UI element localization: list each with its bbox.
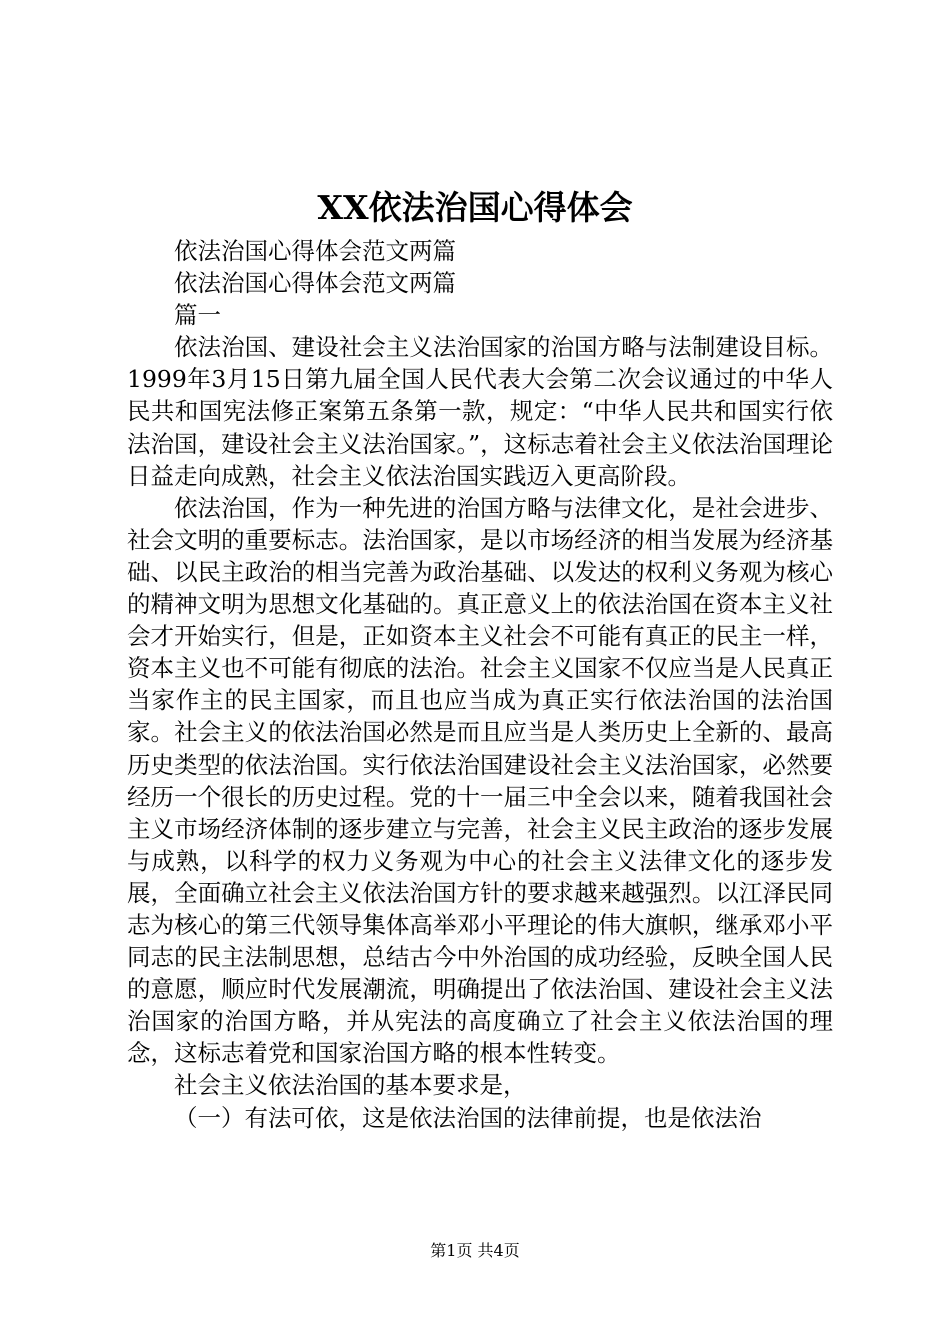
document-body [127,235,833,1134]
subtitle-line: 依法治国心得体会范文两篇 [174,237,456,265]
section-label: 篇一 [174,301,221,330]
paragraph: 社会主义依法治国的基本要求是， [174,1071,527,1100]
paragraph: 依法治国、建设社会主义法治国家的治国方略与法制建设目标。1999年3月15日第九届全国人民代表大会第二次会议通过的中华人民共和国宪法修正案第五条第一款，规定：“中华人民共和国实行依法治国，建设社会主义法治国家。”，这标志着社会主义依法治国理论日益走向成熟，社会主义依法治国实践迈入更高阶段。 [127,333,833,490]
subtitle-line: 依法治国心得体会范文两篇 [174,269,456,298]
paragraph: （一）有法可依，这是依法治国的法律前提，也是依法治 [174,1103,762,1132]
paragraph: 依法治国，作为一种先进的治国方略与法律文化，是社会进步、社会文明的重要标志。法治国家，是以市场经济的相当发展为经济基础、以民主政治的相当完善为政治基础、以发达的权利义务观为核心的精神文明为思想文化基础的。真正意义上的依法治国在资本主义社会才开始实行，但是，正如资本主义社会不可能有真正的民主一样，资本主义也不可能有彻底的法治。社会主义国家不仅应当是人民真正当家作主的民主国家，而且也应当成为真正实行依法治国的法治国家。社会主义的依法治国必然是而且应当是人类历史上全新的、最高历史类型的依法治国。实行依法治国建设社会主义法治国家，必然要经历一个很长的历史过程。党的十一届三中全会以来，随着我国社会主义市场经济体制的逐步建立与完善，社会主义民主政治的逐步发展与成熟，以科学的权力义务观为中心的社会主义法律文化的逐步发展，全面确立社会主义依法治国方针的要求越来越强烈。以江泽民同志为核心的第三代领导集体高举邓小平理论的伟大旗帜，继承邓小平同志的民主法制思想，总结古今中外治国的成功经验，反映全国人民的意愿，顺应时代发展潮流，明确提出了依法治国、建设社会主义法治国家的治国方略，并从宪法的高度确立了社会主义依法治国的理念，这标志着党和国家治国方略的根本性转变。 [127,493,833,1068]
document-title: XX依法治国心得体会 [317,188,633,227]
page-footer: 第1页 共4页 [430,1241,520,1260]
